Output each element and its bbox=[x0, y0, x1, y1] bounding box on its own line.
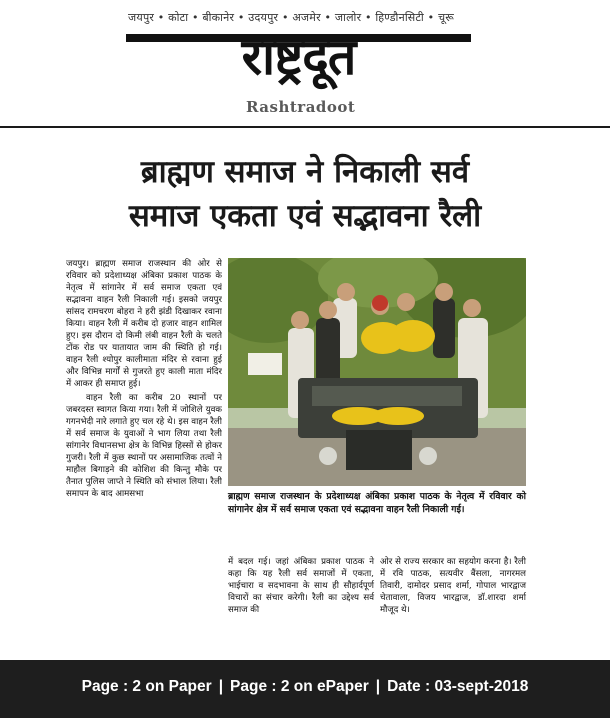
footer-separator-1: | bbox=[218, 678, 224, 695]
masthead-subtitle: Rashtradoot bbox=[246, 98, 356, 116]
page-on-epaper: Page : 2 on ePaper bbox=[230, 678, 369, 695]
article-paragraph-2: वाहन रैली का करीब 20 स्थानों पर जबरदस्त स्वागत किया गया। रैली में जोशिले युवक गगनभेदी नारे लगाते हुए चल रहे थे। इस वाहन रैली में सर्व समाज के युवाओं ने भाग लिया तथा रैली सांगानेर विधानसभा क्षेत्र के विभिन्न हिस्सों से होकर गुजरी। रैली में कुछ स्थानों पर असामाजिक तत्वों ने माहौल बिगाड़ने की कोशिश की किन्तु मौके पर तैनात पुलिस जाप्ते ने स्थिति को संभाल लिया। रैली समापन के बाद आमसभा bbox=[66, 393, 222, 499]
photo-caption: ब्राह्मण समाज राजस्थान के प्रदेशाध्यक्ष अंबिका प्रकाश पाठक के नेतृत्व में रविवार को सांगानेर क्षेत्र में सर्व समाज एकता एवं सद्भावना वाहन रैली निकाली गई। bbox=[228, 491, 526, 515]
footer-info bbox=[0, 678, 610, 696]
city-editions: जयपुर • कोटा • बीकानेर • उदयपुर • अजमेर • जालोर • हिण्डौनसिटी • चूरू bbox=[128, 11, 454, 24]
article-column-right bbox=[380, 556, 526, 616]
page-info-footer bbox=[0, 660, 610, 718]
article-paragraph-1: जयपुर। ब्राह्मण समाज राजस्थान की ओर से रविवार को प्रदेशाध्यक्ष अंबिका प्रकाश पाठक के नेतृत्व में सांगानेर में सर्व समाज एकता एवं सद्भावना वाहन रैली निकाली गई। इसको जयपुर सांसद रामचरण बोहरा ने हरी झंडी दिखाकर रवाना किया। वाहन रैली में करीब दो हजार वाहन शामिल हुए। इस दौरान दो किमी लंबी वाहन रैली के चलते टोंक रोड पर यातायात जाम की स्थिति हो गई। वाहन रैली श्योपुर कालीमाता मंदिर से रवाना हुई और विभिन्न मार्गों से गुजरते हुए काली माता मंदिर में आकर ही समाप्त हुई। bbox=[66, 259, 222, 389]
headline bbox=[60, 150, 550, 250]
footer-separator-2: | bbox=[375, 678, 381, 695]
masthead-logo bbox=[126, 26, 471, 88]
headline-line-1: ब्राह्मण समाज ने निकाली सर्व bbox=[140, 154, 470, 190]
article-paragraph-3: में बदल गई। जहां अंबिका प्रकाश पाठक ने कहा कि यह रैली सर्व समाजों में एकता, भाईचारा व सदभावना के साथ ही सौहार्दपूर्ण विचारों का संचार करेगी। रैली का उद्देश्य सर्व समाज की bbox=[228, 557, 374, 615]
rally-photo-icon bbox=[228, 258, 526, 486]
article-paragraph-4: ओर से राज्य सरकार का सहयोग करना है। रैली में रवि पाठक, सत्यवीर बैंसला, नागरमल तिवारी, दामोदर प्रसाद शर्मा, गोपाल भारद्वाज चेतावाला, विजय भारद्वाज, डॉ.शारदा शर्मा मौजूद थे। bbox=[380, 557, 526, 615]
article-column-left bbox=[66, 258, 222, 628]
article-column-middle bbox=[228, 556, 374, 616]
publication-date: Date : 03-sept-2018 bbox=[387, 678, 529, 695]
newspaper-header bbox=[0, 0, 610, 122]
masthead-title: राष्ट्रदूत bbox=[241, 27, 356, 86]
rally-photo bbox=[228, 258, 526, 486]
page-on-paper: Page : 2 on Paper bbox=[81, 678, 212, 695]
header-divider bbox=[0, 126, 610, 128]
headline-line-2: समाज एकता एवं सद्भावना रैली bbox=[128, 198, 482, 234]
